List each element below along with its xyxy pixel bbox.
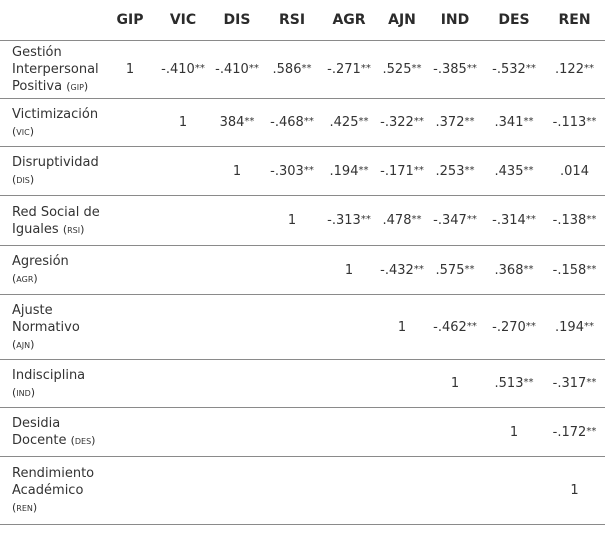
header-row bbox=[0, 0, 605, 41]
correlation-cell bbox=[104, 99, 156, 147]
variable-name bbox=[0, 99, 104, 147]
correlation-cell: 1 bbox=[156, 99, 210, 147]
variable-name-line: Iguales bbox=[12, 221, 59, 237]
column-header-ajn: AJN bbox=[378, 0, 426, 41]
table-row bbox=[0, 457, 605, 525]
variable-name bbox=[0, 295, 104, 360]
correlation-cell bbox=[156, 196, 210, 246]
correlation-cell: -.271** bbox=[320, 41, 378, 99]
correlation-cell bbox=[210, 295, 264, 360]
correlation-cell bbox=[156, 457, 210, 525]
correlation-cell bbox=[156, 408, 210, 457]
correlation-cell: .575** bbox=[426, 246, 484, 295]
correlation-cell bbox=[320, 457, 378, 525]
table-row bbox=[0, 196, 605, 246]
variable-name-line: Victimización bbox=[12, 106, 99, 122]
table-row bbox=[0, 246, 605, 295]
variable-abbreviation: (ajn) bbox=[12, 337, 35, 351]
variable-name bbox=[0, 147, 104, 196]
correlation-cell: -.385** bbox=[426, 41, 484, 99]
correlation-cell bbox=[104, 408, 156, 457]
column-header-ind: IND bbox=[426, 0, 484, 41]
correlation-cell: -.303** bbox=[264, 147, 320, 196]
correlation-cell bbox=[378, 360, 426, 408]
variable-abbreviation: (dis) bbox=[12, 173, 35, 186]
correlation-cell: .425** bbox=[320, 99, 378, 147]
correlation-cell: -.410** bbox=[156, 41, 210, 99]
column-header-dis: DIS bbox=[210, 0, 264, 41]
correlation-cell bbox=[378, 457, 426, 525]
variable-name-line: Normativo bbox=[12, 319, 80, 335]
variable-name bbox=[0, 408, 104, 457]
correlation-cell: .194** bbox=[320, 147, 378, 196]
correlation-cell bbox=[210, 246, 264, 295]
column-header-rsi: RSI bbox=[264, 0, 320, 41]
correlation-cell bbox=[378, 408, 426, 457]
variable-name-line: Desidia bbox=[12, 416, 61, 431]
correlation-cell: .341** bbox=[484, 99, 544, 147]
variable-name-line: Agresión bbox=[12, 254, 69, 269]
correlation-cell bbox=[210, 360, 264, 408]
table-row bbox=[0, 99, 605, 147]
variable-name-line: Positiva bbox=[12, 79, 63, 94]
correlation-cell bbox=[210, 196, 264, 246]
correlation-cell: .525** bbox=[378, 41, 426, 99]
variable-name-line: Docente bbox=[12, 433, 67, 448]
table-row bbox=[0, 408, 605, 457]
correlation-cell: -.468** bbox=[264, 99, 320, 147]
correlation-cell bbox=[156, 147, 210, 196]
correlation-cell: -.462** bbox=[426, 295, 484, 360]
correlation-cell: .435** bbox=[484, 147, 544, 196]
correlation-cell bbox=[104, 196, 156, 246]
correlation-cell: -.158** bbox=[544, 246, 605, 295]
table-row bbox=[0, 295, 605, 360]
correlation-cell bbox=[156, 360, 210, 408]
variable-name bbox=[0, 246, 104, 295]
correlation-cell bbox=[426, 408, 484, 457]
table-row bbox=[0, 41, 605, 99]
correlation-cell bbox=[156, 246, 210, 295]
column-header-ren: REN bbox=[544, 0, 605, 41]
correlation-cell: .014 bbox=[544, 147, 605, 196]
correlation-cell bbox=[104, 360, 156, 408]
variable-abbreviation: (ren) bbox=[12, 501, 38, 514]
variable-name-line: Red Social de bbox=[12, 204, 100, 220]
variable-name-line: Indisciplina bbox=[12, 367, 86, 383]
correlation-cell: -.138** bbox=[544, 196, 605, 246]
correlation-cell: .194** bbox=[544, 295, 605, 360]
correlation-cell: .513** bbox=[484, 360, 544, 408]
correlation-cell: 1 bbox=[320, 246, 378, 295]
correlation-cell bbox=[156, 295, 210, 360]
correlation-cell: -.317** bbox=[544, 360, 605, 408]
variable-name bbox=[0, 196, 104, 246]
variable-abbreviation: (vic) bbox=[12, 124, 35, 138]
correlation-cell: .372** bbox=[426, 99, 484, 147]
correlation-cell bbox=[264, 246, 320, 295]
correlation-cell bbox=[320, 360, 378, 408]
variable-name-line: Académico bbox=[12, 483, 84, 498]
correlation-cell bbox=[264, 457, 320, 525]
variable-name-line: Gestión bbox=[12, 45, 62, 60]
correlation-cell: 1 bbox=[544, 457, 605, 525]
correlation-cell bbox=[104, 246, 156, 295]
correlation-cell: -.113** bbox=[544, 99, 605, 147]
correlation-cell: 1 bbox=[264, 196, 320, 246]
variable-abbreviation: (rsi) bbox=[62, 222, 85, 236]
correlation-cell: .368** bbox=[484, 246, 544, 295]
correlation-cell bbox=[264, 408, 320, 457]
correlation-cell bbox=[210, 408, 264, 457]
correlation-cell bbox=[484, 457, 544, 525]
variable-abbreviation: (des) bbox=[70, 434, 96, 447]
correlation-cell: .253** bbox=[426, 147, 484, 196]
column-header-agr: AGR bbox=[320, 0, 378, 41]
variable-name-line: Rendimiento bbox=[12, 466, 95, 481]
correlation-cell: -.532** bbox=[484, 41, 544, 99]
variable-abbreviation: (agr) bbox=[12, 272, 38, 285]
correlation-cell: 1 bbox=[104, 41, 156, 99]
correlation-cell: 1 bbox=[426, 360, 484, 408]
variable-abbreviation: (gip) bbox=[66, 80, 89, 93]
correlation-cell bbox=[104, 147, 156, 196]
correlation-cell: 384** bbox=[210, 99, 264, 147]
header-blank bbox=[0, 0, 104, 41]
correlation-cell: .122** bbox=[544, 41, 605, 99]
correlation-cell bbox=[104, 457, 156, 525]
correlation-cell: .586** bbox=[264, 41, 320, 99]
correlation-cell: 1 bbox=[210, 147, 264, 196]
correlation-cell bbox=[264, 295, 320, 360]
correlation-cell: -.314** bbox=[484, 196, 544, 246]
correlation-cell: -.270** bbox=[484, 295, 544, 360]
variable-name bbox=[0, 457, 104, 525]
variable-name bbox=[0, 360, 104, 408]
column-header-des: DES bbox=[484, 0, 544, 41]
correlation-cell bbox=[104, 295, 156, 360]
correlation-cell bbox=[320, 295, 378, 360]
correlation-cell bbox=[320, 408, 378, 457]
correlation-cell: -.322** bbox=[378, 99, 426, 147]
correlation-cell: -.432** bbox=[378, 246, 426, 295]
column-header-gip: GIP bbox=[104, 0, 156, 41]
variable-name bbox=[0, 41, 104, 99]
correlation-cell: -.410** bbox=[210, 41, 264, 99]
correlation-cell bbox=[264, 360, 320, 408]
correlation-cell: .478** bbox=[378, 196, 426, 246]
correlation-cell bbox=[210, 457, 264, 525]
correlation-cell: 1 bbox=[484, 408, 544, 457]
correlation-cell: -.347** bbox=[426, 196, 484, 246]
correlation-cell: -.171** bbox=[378, 147, 426, 196]
table-row bbox=[0, 360, 605, 408]
correlation-cell bbox=[426, 457, 484, 525]
variable-abbreviation: (ind) bbox=[12, 385, 36, 399]
table-body bbox=[0, 41, 605, 525]
column-header-vic: VIC bbox=[156, 0, 210, 41]
table-row bbox=[0, 147, 605, 196]
variable-name-line: Interpersonal bbox=[12, 62, 99, 77]
correlation-cell: -.172** bbox=[544, 408, 605, 457]
correlation-cell: 1 bbox=[378, 295, 426, 360]
correlation-cell: -.313** bbox=[320, 196, 378, 246]
variable-name-line: Disruptividad bbox=[12, 155, 99, 170]
variable-name-line: Ajuste bbox=[12, 302, 53, 318]
